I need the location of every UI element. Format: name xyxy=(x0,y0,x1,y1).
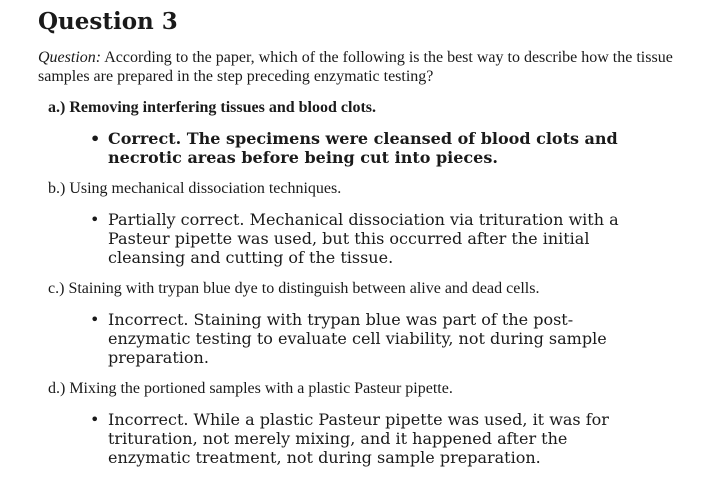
option-b-feedback-text: Partially correct. Mechanical dissociation via trituration with a Pasteur pipette was used, but this occurred after the initial cleansing and cutting of the tissue. xyxy=(108,210,619,267)
option-c-text: Staining with trypan blue dye to distinguish between alive and dead cells. xyxy=(68,280,540,297)
option-c-label: c.) xyxy=(48,280,65,297)
bullet-icon: • xyxy=(90,210,100,229)
question-heading: Question 3 xyxy=(38,8,178,35)
option-d-feedback xyxy=(90,410,678,467)
option-d-feedback-text: Incorrect. While a plastic Pasteur pipette was used, it was for trituration, not merely mixing, and it happened after the enzymatic treatment, not during sample preparation. xyxy=(108,410,609,467)
option-d-text: Mixing the portioned samples with a plastic Pasteur pipette. xyxy=(69,380,453,397)
option-d-label: d.) xyxy=(48,380,66,397)
option-a-label: a.) xyxy=(48,99,66,116)
option-b-feedback xyxy=(90,210,678,267)
option-b-text: Using mechanical dissociation techniques. xyxy=(69,180,342,197)
option-d xyxy=(48,379,678,398)
option-a-text: Removing interfering tissues and blood clots. xyxy=(69,99,376,116)
option-a-feedback-text: Correct. The specimens were cleansed of blood clots and necrotic areas before being cut into pieces. xyxy=(108,129,618,167)
option-a xyxy=(48,98,678,117)
option-a-feedback xyxy=(90,129,678,167)
option-b-label: b.) xyxy=(48,180,66,197)
bullet-icon: • xyxy=(90,310,100,329)
option-b xyxy=(48,179,678,198)
bullet-icon: • xyxy=(90,410,100,429)
option-c-feedback xyxy=(90,310,678,367)
option-c xyxy=(48,279,678,298)
document-page xyxy=(38,8,678,479)
question-lead: Question: xyxy=(38,49,102,66)
option-c-feedback-text: Incorrect. Staining with trypan blue was part of the post-enzymatic testing to evaluate cell viability, not during sample preparation. xyxy=(108,310,607,367)
bullet-icon: • xyxy=(90,129,101,148)
question-text: According to the paper, which of the following is the best way to describe how the tissue samples are prepared in the step preceding enzymatic testing? xyxy=(38,49,673,85)
question-prompt xyxy=(38,48,678,86)
